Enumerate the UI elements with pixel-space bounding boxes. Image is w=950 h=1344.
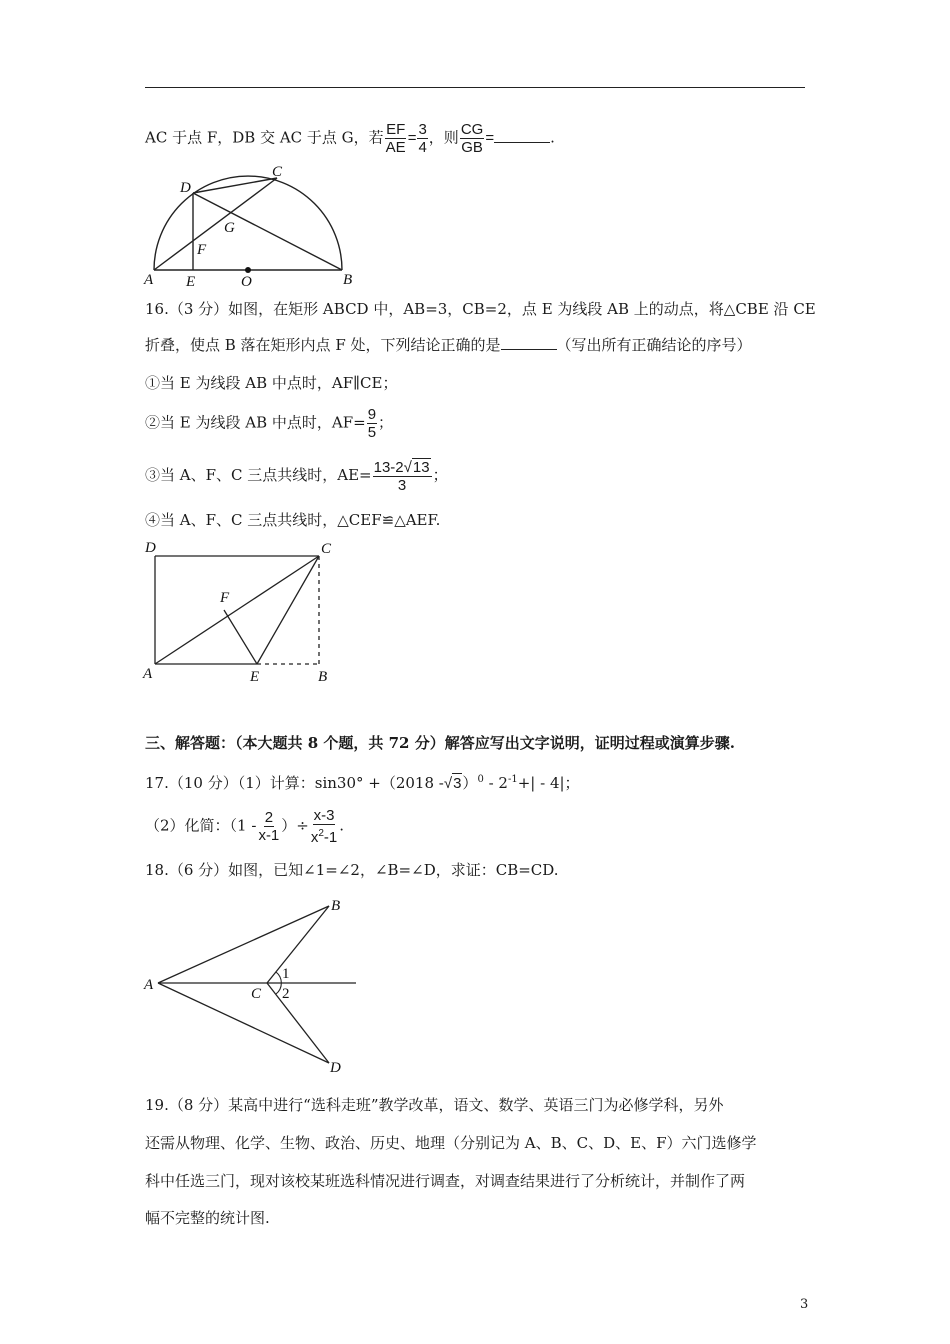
frac-num: 3 (418, 121, 427, 138)
q16-opt2-b: ； (378, 413, 394, 432)
label-b: B (343, 272, 353, 288)
label-c: C (251, 986, 262, 1002)
label-angle-1: 1 (282, 966, 290, 982)
label-o: O (241, 274, 252, 288)
exponent-zero: 0 (477, 774, 484, 785)
radicand: 3 (453, 775, 462, 792)
q18-text: 18.（6 分）如图，已知∠1=∠2，∠B=∠D，求证：CB=CD. (145, 861, 559, 879)
q17-line2 (145, 807, 344, 846)
sqrt-3 (444, 773, 463, 794)
answer-blank (494, 142, 550, 143)
frac-num: 2 (264, 809, 274, 826)
frac-num: CG (460, 121, 484, 138)
q19-line3: 科中任选三门，现对该校某班选科情况进行调查，对调查结果进行了分析统计，并制作了两 (145, 1172, 746, 1190)
segment-ad (158, 983, 329, 1063)
q17-frac-x3-x2-1 (310, 807, 338, 846)
frac-den: GB (461, 139, 483, 156)
frac-den: x-1 (258, 827, 280, 844)
q16-frac-9-5 (367, 406, 377, 441)
exponent-two: 2 (318, 828, 324, 839)
q19-line1: 19.（8 分）某高中进行“选科走班”教学改革，语文、数学、英语三门为必修学科，另外 (145, 1096, 724, 1114)
q15-frac-cg-gb (460, 121, 485, 156)
label-c: C (272, 164, 283, 180)
q16-opt2-a: ②当 E 为线段 AB 中点时，AF= (145, 413, 366, 432)
label-b: B (331, 898, 341, 914)
q16-line2-a: 折叠，使点 B 落在矩形内点 F 处，下列结论正确的是 (145, 336, 501, 354)
label-f: F (220, 590, 230, 606)
label-a: A (144, 977, 154, 993)
label-e: E (186, 274, 196, 288)
segment-cd (267, 983, 329, 1063)
q16-option-3 (145, 458, 448, 494)
page-number: 3 (800, 1297, 809, 1312)
q16-option-2 (145, 406, 393, 441)
q17-line1-d: +| - 4|； (517, 774, 580, 792)
exponent-neg-one: -1 (507, 774, 518, 785)
frac-num (373, 458, 432, 477)
label-a: A (144, 272, 154, 288)
frac-den: 3 (397, 477, 407, 494)
label-d: D (330, 1060, 341, 1076)
header-rule (145, 87, 805, 88)
q16-line2-b: （写出所有正确结论的序号） (556, 336, 752, 354)
frac-num-a: 13-2 (373, 459, 404, 476)
q17-line1-b: ） (462, 774, 478, 792)
frac-den-rest: -1 (323, 829, 338, 846)
radicand: 13 (412, 459, 430, 476)
frac-den: AE (385, 139, 406, 156)
q16-option-4: ④当 A、F、C 三点共线时，△CEF≌△AEF. (145, 511, 441, 529)
radical-sign: √ (403, 459, 412, 476)
segment-ac (154, 178, 277, 270)
q19-line4: 幅不完整的统计图. (145, 1209, 270, 1227)
section-3-heading: 三、解答题：（本大题共 8 个题，共 72 分）解答应写出文字说明，证明过程或演算步骤. (145, 734, 735, 752)
q17-line1-c: - 2 (483, 774, 508, 792)
q17-line2-a: （2）化简：（1 - (145, 816, 257, 835)
q16-frac-ae (373, 458, 432, 494)
frac-num: EF (386, 121, 406, 138)
label-angle-2: 2 (282, 986, 290, 1002)
q15-frac-3-4 (417, 121, 427, 156)
q19-line2: 还需从物理、化学、生物、政治、历史、地理（分别记为 A、B、C、D、E、F）六门选修学 (145, 1134, 757, 1152)
q15-text-d: . (550, 128, 555, 147)
q16-line1: 16.（3 分）如图，在矩形 ABCD 中，AB=3，CB=2，点 E 为线段 AB 上的动点，将△CBE 沿 CE (145, 300, 816, 318)
q17-line2-b: ）÷ (281, 816, 309, 835)
segment-fe (224, 610, 257, 664)
label-d: D (145, 540, 156, 556)
answer-blank (501, 349, 557, 350)
q16-figure (140, 536, 340, 686)
q17-frac-2-x-1 (257, 809, 280, 844)
label-e: E (250, 669, 260, 685)
q16-opt3-a: ③当 A、F、C 三点共线时，AE= (145, 466, 372, 484)
label-d: D (180, 180, 191, 196)
q15-text (145, 121, 555, 156)
segment-ec (257, 556, 319, 664)
label-g: G (224, 220, 235, 236)
frac-num: x-3 (313, 807, 335, 824)
q17-line1-a: 17.（10 分）（1）计算：sin30° +（2018 - (145, 774, 444, 792)
q15-text-b: ，则 (428, 128, 459, 147)
q18-figure (140, 892, 370, 1078)
frac-den: 4 (418, 139, 427, 156)
q15-eq: = (407, 129, 417, 147)
label-f: F (197, 242, 207, 258)
q17-line1 (145, 770, 580, 794)
q15-text-a: AC 于点 F，DB 交 AC 于点 G，若 (145, 128, 384, 147)
q15-figure (140, 158, 370, 288)
q15-frac-ef-ae (385, 121, 407, 156)
label-b: B (318, 669, 328, 685)
segment-ac (155, 556, 319, 664)
label-c: C (321, 541, 332, 557)
radical-sign: √ (443, 775, 453, 792)
label-a: A (143, 666, 153, 682)
center-point-o (245, 267, 251, 273)
q17-line2-c: . (339, 816, 345, 835)
q16-option-1: ①当 E 为线段 AB 中点时，AF∥CE； (145, 374, 398, 392)
q16-line2 (145, 335, 752, 355)
q15-text-c: = (485, 129, 495, 147)
frac-den-x: x (310, 829, 319, 846)
sqrt-13 (404, 458, 431, 476)
frac-den (310, 825, 338, 846)
segment-ab (158, 906, 329, 983)
segment-cb (267, 906, 329, 983)
frac-den: 5 (367, 424, 377, 441)
segment-db (193, 193, 342, 270)
frac-num: 9 (367, 406, 377, 423)
q16-opt3-b: ； (432, 466, 448, 484)
